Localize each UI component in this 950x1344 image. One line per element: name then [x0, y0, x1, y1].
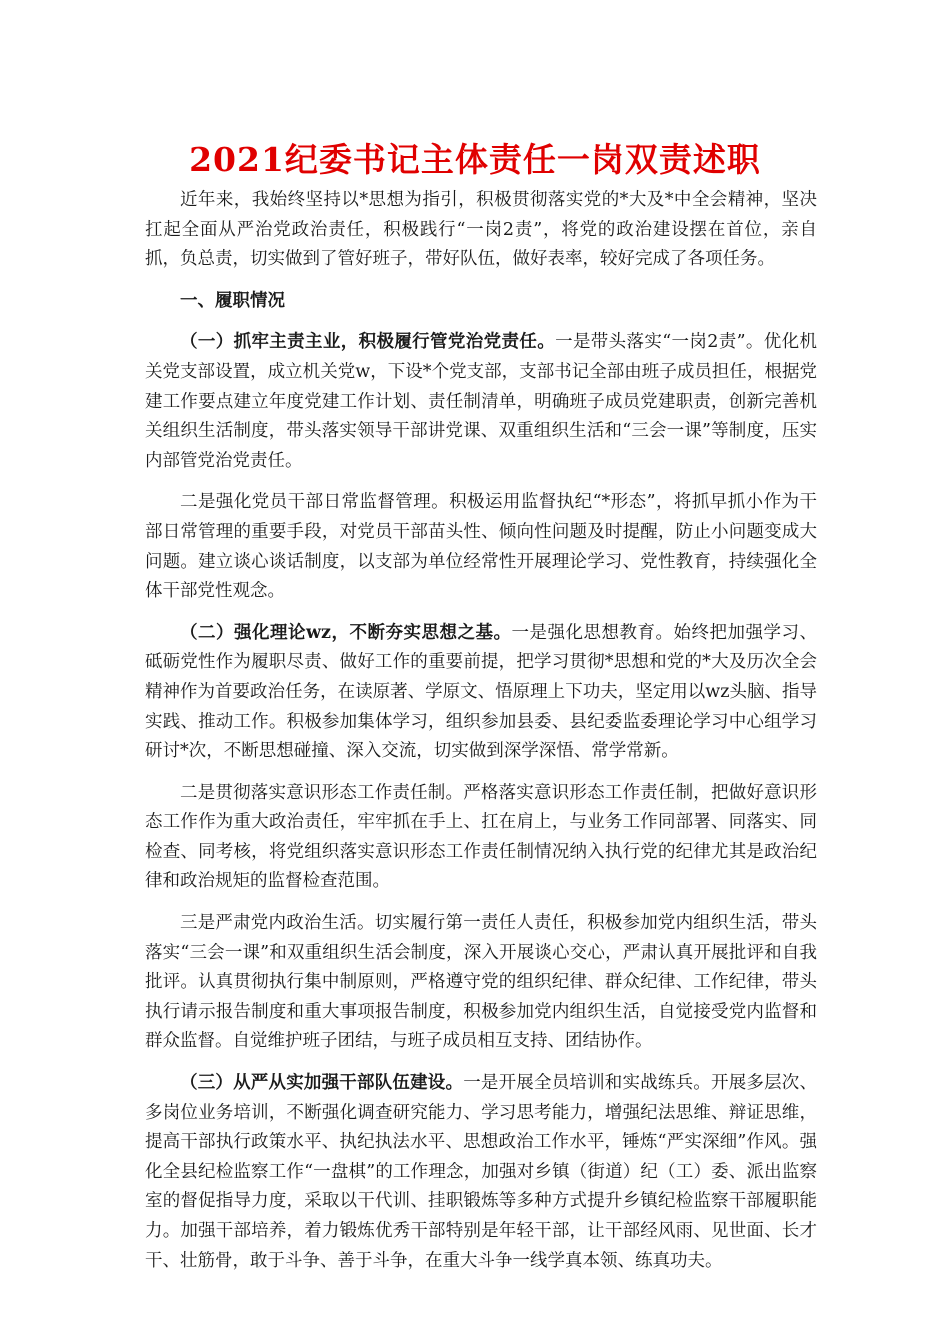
paragraph-lead-1: （一）抓牢主责主业，积极履行管党治党责任。 — [180, 332, 556, 353]
intro-paragraph: 近年来，我始终坚持以*思想为指引，积极贯彻落实党的*大及*中全会精神，坚决扛起全面从严治党政治责任，积极践行“一岗2责”，将党的政治建设摆在首位，亲自抓，负总责，切实做到了管好班子，带好队伍，做好表率，较好完成了各项任务。 — [145, 190, 817, 270]
paragraph-responsibility — [145, 328, 817, 476]
document-body — [145, 186, 817, 1288]
paragraph-political-life: 三是严肃党内政治生活。切实履行第一责任人责任，积极参加党内组织生活，带头落实“三会一课”和双重组织生活会制度，深入开展谈心交心，严肃认真开展批评和自我批评。认真贯彻执行集中制原则，严格遵守党的组织纪律、群众纪律、工作纪律，带头执行请示报告制度和重大事项报告制度，积极参加党内组织生活，自觉接受党内监督和群众监督。自觉维护班子团结，与班子成员相互支持、团结协作。 — [145, 913, 817, 1052]
paragraph-lead-2: （二）强化理论wz，不断夯实思想之基。 — [180, 622, 512, 643]
paragraph-supervision: 二是强化党员干部日常监督管理。积极运用监督执纪“*形态”，将抓早抓小作为干部日常管理的重要手段，对党员干部苗头性、倾向性问题及时提醒，防止小问题变成大问题。建立谈心谈话制度，以支部为单位经常性开展理论学习、党性教育，持续强化全体干部党性观念。 — [145, 492, 817, 602]
paragraph-text-2: 一是强化思想教育。始终把加强学习、砥砺党性作为履职尽责、做好工作的重要前提，把学习贯彻*思想和党的*大及历次全会精神作为首要政治任务，在读原著、学原文、悟原理上下功夫，坚定用以wz头脑、指导实践、推动工作。积极参加集体学习，组织参加县委、县纪委监委理论学习中心组学习研讨*次，不断思想碰撞、深入交流，切实做到深学深悟、常学常新。 — [145, 622, 817, 762]
paragraph-theory — [145, 619, 817, 767]
paragraph-text-1: 一是带头落实“一岗2责”。优化机关党支部设置，成立机关党w，下设*个党支部，支部书记全部由班子成员担任，根据党建工作要点建立年度党建工作计划、责任制清单，明确班子成员党建职责，创新完善机关组织生活制度，带头落实领导干部讲党课、双重组织生活和“三会一课”等制度，压实内部管党治党责任。 — [145, 332, 818, 471]
paragraph-cadre-team — [145, 1069, 817, 1276]
document-title: 2021纪委书记主体责任一岗双责述职 — [189, 140, 761, 179]
paragraph-lead-3: （三）从严从实加强干部队伍建设。 — [180, 1073, 464, 1094]
section-heading-performance: 一、履职情况 — [180, 290, 285, 311]
paragraph-text-3: 一是开展全员培训和实战练兵。开展多层次、多岗位业务培训，不断强化调查研究能力、学习思考能力，增强纪法思维、辩证思维，提高干部执行政策水平、执纪执法水平、思想政治工作水平，锤炼“严实深细”作风。强化全县纪检监察工作“一盘棋”的工作理念，加强对乡镇（街道）纪（工）委、派出监察室的督促指导力度，采取以干代训、挂职锻炼等多种方式提升乡镇纪检监察干部履职能力。加强干部培养，着力锻炼优秀干部特别是年轻干部，让干部经风雨、见世面、长才干、壮筋骨，敢于斗争、善于斗争，在重大斗争一线学真本领、练真功夫。 — [145, 1073, 818, 1271]
paragraph-ideology: 二是贯彻落实意识形态工作责任制。严格落实意识形态工作责任制，把做好意识形态工作作为重大政治责任，牢牢抓在手上、扛在肩上，与业务工作同部署、同落实、同检查、同考核，将党组织落实意识形态工作责任制情况纳入执行党的纪律尤其是政治纪律和政治规矩的监督检查范围。 — [145, 782, 817, 892]
